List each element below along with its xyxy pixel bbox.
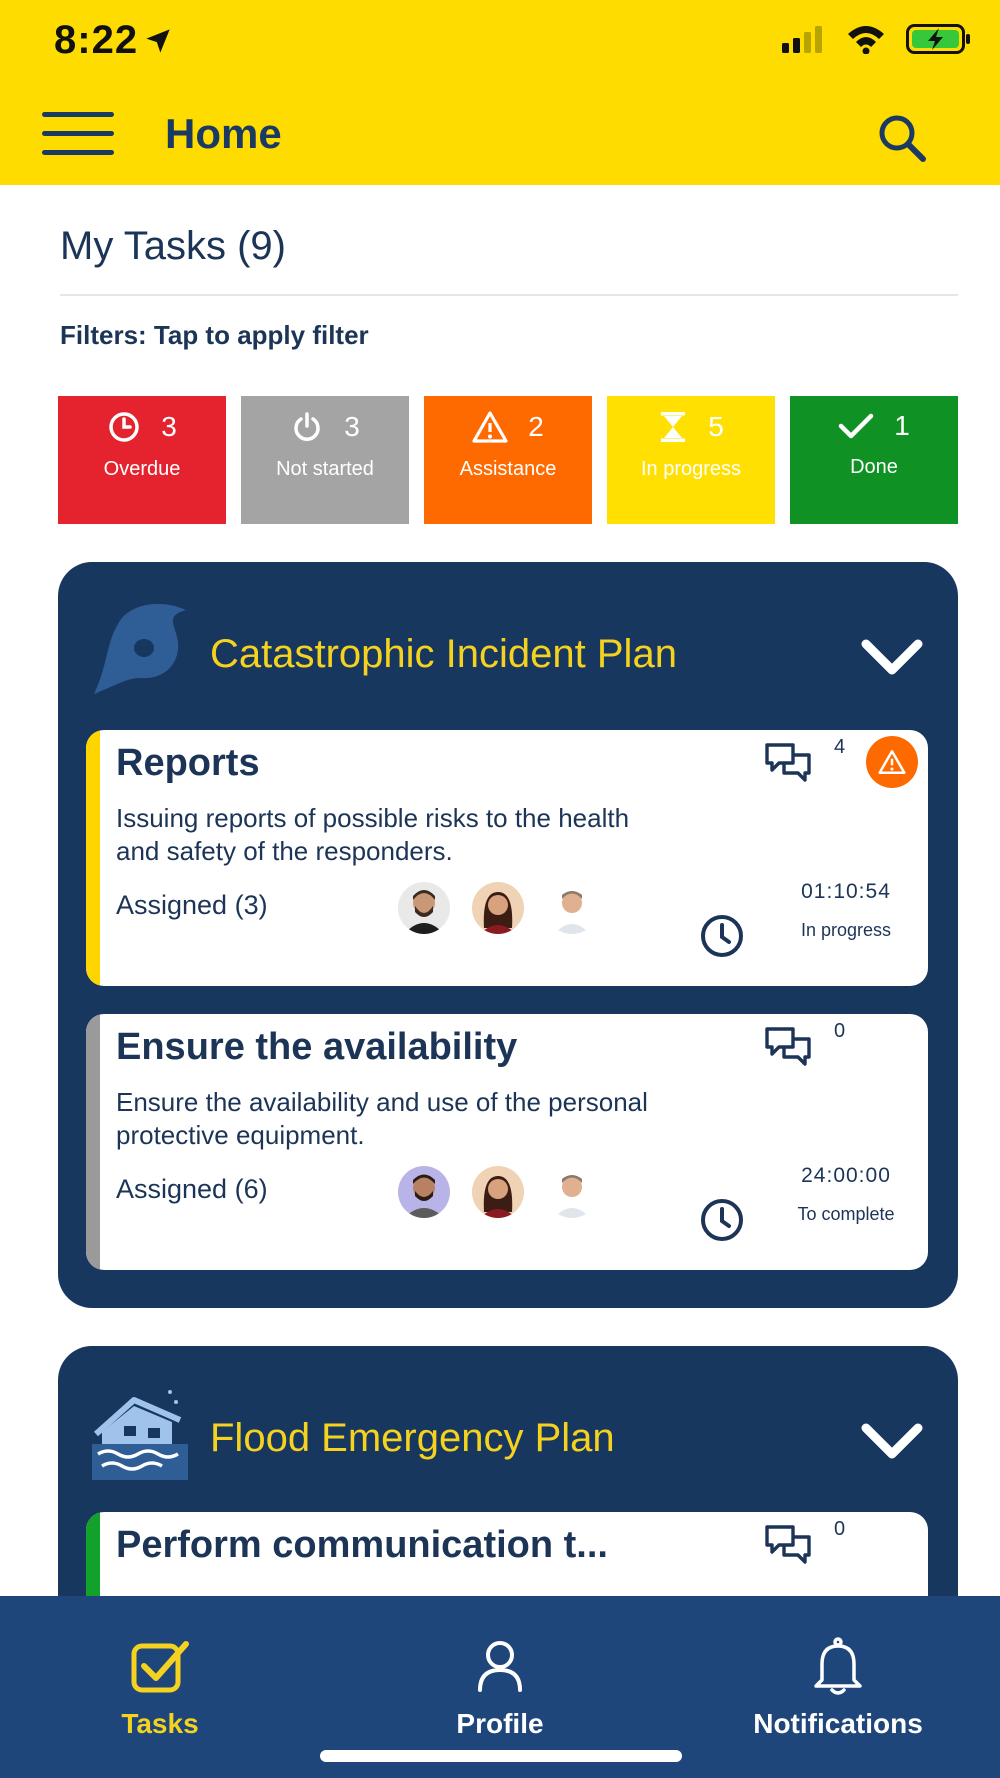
bell-icon	[810, 1636, 866, 1696]
task-title: Reports	[116, 742, 260, 784]
plan-title: Catastrophic Incident Plan	[210, 632, 677, 676]
tab-profile[interactable]	[380, 1636, 620, 1740]
comments-icon[interactable]	[764, 1026, 812, 1070]
page-title: Home	[165, 110, 282, 157]
menu-line	[42, 150, 114, 155]
status-bar-time	[54, 18, 172, 63]
filter-in-progress[interactable]	[607, 396, 775, 524]
wifi-icon	[846, 24, 886, 54]
battery-charging-icon	[906, 24, 972, 54]
check-icon	[838, 411, 874, 441]
filters-label: Filters: Tap to apply filter	[60, 320, 369, 350]
task-status-accent	[86, 730, 100, 986]
clock-icon	[107, 410, 141, 444]
comments-icon[interactable]	[764, 742, 812, 786]
avatar-image	[546, 882, 598, 934]
tab-label: Tasks	[121, 1708, 199, 1739]
assigned-count: Assigned (3)	[116, 890, 268, 920]
time-text: 8:22	[54, 18, 139, 62]
comment-count: 0	[834, 1020, 846, 1042]
avatar-image	[398, 1166, 450, 1218]
plan-title: Flood Emergency Plan	[210, 1416, 615, 1460]
tab-label: Profile	[456, 1708, 544, 1739]
warning-icon	[877, 748, 907, 776]
location-arrow-icon	[144, 27, 172, 55]
assignee-avatars	[398, 1166, 598, 1218]
menu-line	[42, 131, 114, 136]
app-header	[0, 0, 1000, 185]
comments-icon[interactable]	[764, 1524, 812, 1568]
task-card-ensure-availability[interactable]	[86, 1014, 928, 1270]
search-button[interactable]	[876, 112, 928, 164]
profile-icon	[475, 1638, 525, 1694]
filter-overdue[interactable]	[58, 396, 226, 524]
plan-card-catastrophic-incident	[58, 562, 958, 1308]
plan-header[interactable]	[58, 1346, 958, 1516]
task-status-accent	[86, 1014, 100, 1270]
filter-label: Overdue	[103, 458, 181, 480]
comment-count: 4	[834, 736, 846, 758]
warning-icon	[472, 410, 508, 444]
avatar[interactable]	[398, 1166, 450, 1218]
tab-label: Notifications	[753, 1708, 923, 1739]
my-tasks-heading: My Tasks (9)	[60, 224, 286, 268]
chevron-down-icon[interactable]	[860, 1416, 924, 1466]
menu-line	[42, 112, 114, 117]
avatar[interactable]	[472, 1166, 524, 1218]
avatar-image	[546, 1166, 598, 1218]
chevron-down-icon[interactable]	[860, 632, 924, 682]
status-bar-indicators	[782, 24, 972, 54]
task-description: Ensure the availability and use of the personal protective equipment.	[116, 1087, 648, 1150]
timer-clock-icon	[698, 1196, 746, 1244]
task-title: Ensure the availability	[116, 1026, 518, 1068]
task-state: In progress	[800, 920, 892, 940]
home-indicator[interactable]	[320, 1750, 682, 1762]
task-state: To complete	[797, 1204, 895, 1224]
divider	[60, 294, 958, 296]
filter-not-started[interactable]	[241, 396, 409, 524]
power-icon	[290, 410, 324, 444]
task-timer: 24:00:00	[801, 1164, 891, 1187]
hamburger-menu-button[interactable]	[42, 112, 114, 156]
hurricane-icon	[88, 598, 198, 708]
avatar-image	[398, 882, 450, 934]
tasks-checkbox-icon	[130, 1638, 190, 1694]
search-icon	[876, 112, 928, 164]
timer-clock-icon	[698, 912, 746, 960]
filter-assistance[interactable]	[424, 396, 592, 524]
task-title: Perform communication t...	[116, 1524, 608, 1566]
task-description: Issuing reports of possible risks to the health and safety of the responders.	[116, 803, 630, 866]
tab-tasks[interactable]	[40, 1636, 280, 1740]
filter-label: Done	[850, 456, 898, 478]
task-timer: 01:10:54	[801, 880, 891, 903]
avatar[interactable]	[398, 882, 450, 934]
tab-notifications[interactable]	[718, 1636, 958, 1740]
assistance-alert-badge[interactable]	[866, 736, 918, 788]
filter-label: Assistance	[459, 458, 557, 480]
status-filters	[58, 396, 958, 524]
filter-count: 3	[344, 411, 360, 442]
avatar[interactable]	[472, 882, 524, 934]
filter-label: Not started	[276, 458, 374, 480]
filter-count: 1	[894, 410, 910, 441]
cellular-signal-icon	[782, 25, 826, 53]
filter-count: 5	[708, 411, 724, 442]
filter-count: 3	[161, 411, 177, 442]
filter-done[interactable]	[790, 396, 958, 524]
hourglass-icon	[658, 410, 688, 444]
assignee-avatars	[398, 882, 598, 934]
avatar-image	[472, 1166, 524, 1218]
plan-header[interactable]	[58, 562, 958, 732]
assigned-count: Assigned (6)	[116, 1174, 268, 1204]
avatar-image	[472, 882, 524, 934]
comment-count: 0	[834, 1518, 846, 1540]
task-card-reports[interactable]	[86, 730, 928, 986]
avatar[interactable]	[546, 1166, 598, 1218]
flood-house-icon	[88, 1382, 198, 1492]
filter-label: In progress	[640, 458, 742, 480]
filter-count: 2	[528, 411, 544, 442]
avatar[interactable]	[546, 882, 598, 934]
